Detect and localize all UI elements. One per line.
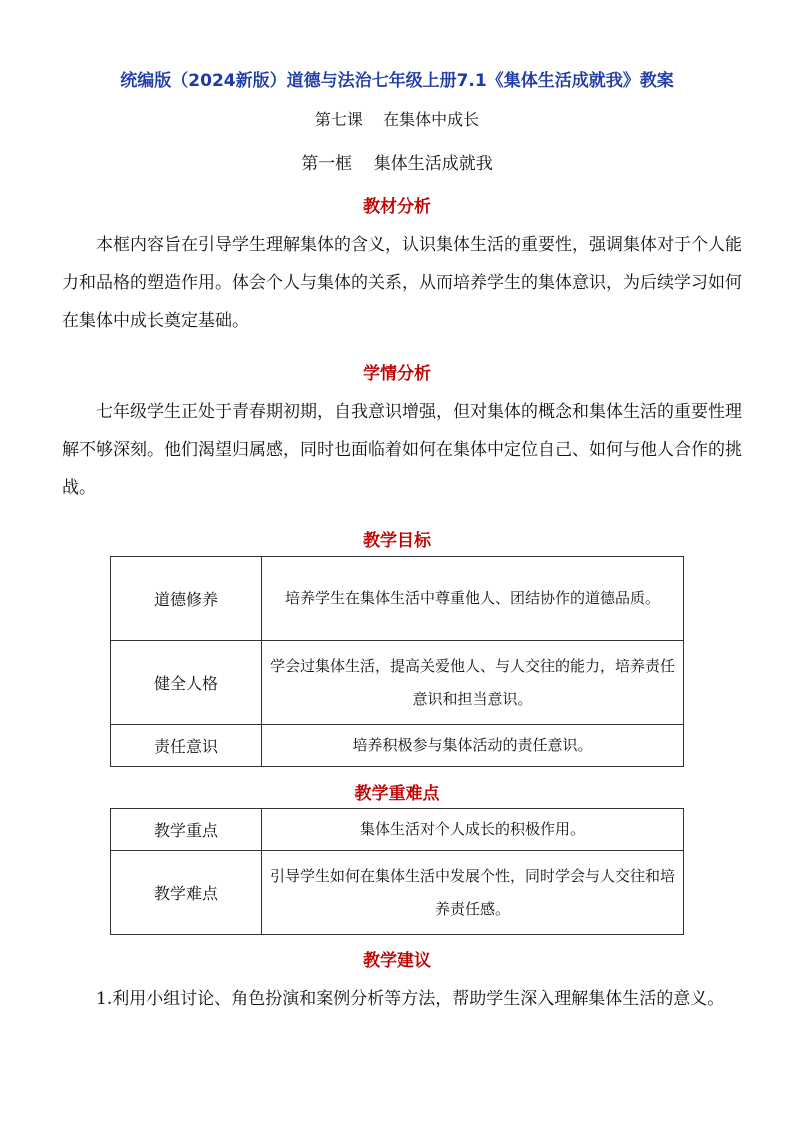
suggestion-text: 1.利用小组讨论、角色扮演和案例分析等方法，帮助学生深入理解集体生活的意义。 (96, 989, 725, 1009)
key-points-table (110, 808, 684, 935)
suggestion-item (62, 980, 742, 1018)
table-row (111, 725, 684, 767)
objective-content: 培养积极参与集体活动的责任意识。 (262, 725, 684, 767)
student-analysis-heading: 学情分析 (363, 364, 431, 384)
textbook-analysis-text: 本框内容旨在引导学生理解集体的含义，认识集体生活的重要性，强调集体对于个人能力和品格的塑造作用。体会个人与集体的关系，从而培养学生的集体意识，为后续学习如何在集体中成长奠定基础。 (62, 235, 742, 331)
key-point-label: 教学重点 (111, 809, 262, 851)
objective-content: 学会过集体生活，提高关爱他人、与人交往的能力，培养责任意识和担当意识。 (262, 641, 684, 725)
objectives-heading: 教学目标 (363, 531, 431, 551)
objectives-table (110, 556, 684, 767)
key-point-label: 教学难点 (111, 851, 262, 935)
section-title: 第一框 集体生活成就我 (301, 154, 493, 174)
textbook-analysis-heading: 教材分析 (363, 197, 431, 217)
lesson-title: 第七课 在集体中成长 (314, 110, 480, 129)
table-row (111, 641, 684, 725)
objective-label: 道德修养 (111, 557, 262, 641)
suggestions-heading: 教学建议 (363, 951, 431, 971)
key-point-content: 集体生活对个人成长的积极作用。 (262, 809, 684, 851)
objective-content: 培养学生在集体生活中尊重他人、团结协作的道德品质。 (262, 557, 684, 641)
student-analysis-paragraph (62, 393, 742, 507)
table-row (111, 557, 684, 641)
key-point-content: 引导学生如何在集体生活中发展个性，同时学会与人交往和培养责任感。 (262, 851, 684, 935)
objective-label: 责任意识 (111, 725, 262, 767)
table-row (111, 851, 684, 935)
textbook-analysis-paragraph (62, 226, 742, 340)
table-row (111, 809, 684, 851)
student-analysis-text: 七年级学生正处于青春期初期，自我意识增强，但对集体的概念和集体生活的重要性理解不够深刻。他们渴望归属感，同时也面临着如何在集体中定位自己、如何与他人合作的挑战。 (62, 402, 742, 498)
objective-label: 健全人格 (111, 641, 262, 725)
document-title: 统编版（2024新版）道德与法治七年级上册7.1《集体生活成就我》教案 (120, 71, 674, 91)
key-points-heading: 教学重难点 (354, 784, 440, 804)
